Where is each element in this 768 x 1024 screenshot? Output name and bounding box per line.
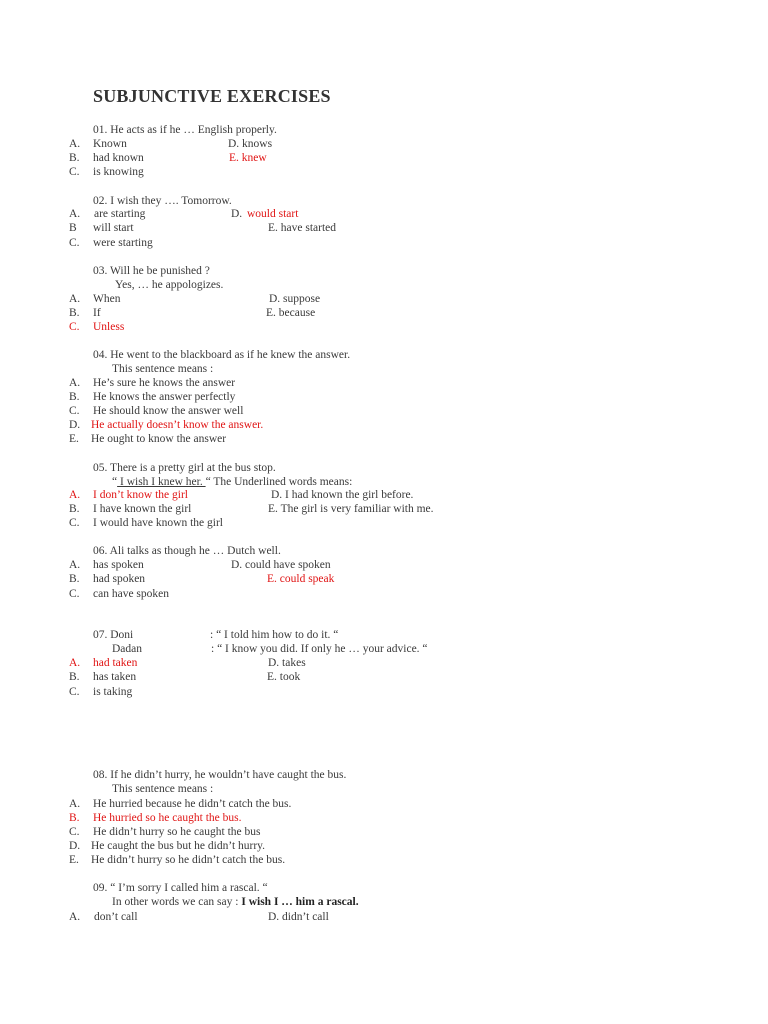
q5-option-d: D. I had known the girl before. xyxy=(271,489,414,501)
q8-option-a: He hurried because he didn’t catch the bus. xyxy=(93,798,292,810)
option-label-a: A. xyxy=(69,559,81,571)
option-label-e: E. xyxy=(69,433,79,445)
q7-line-1: : “ I told him how to do it. “ xyxy=(210,629,339,641)
q4-option-a: He’s sure he knows the answer xyxy=(93,377,236,389)
q6-option-a: has spoken xyxy=(93,559,144,571)
q6-option-d: D. could have spoken xyxy=(231,559,331,571)
question-4-line2: This sentence means : xyxy=(112,363,214,375)
q1-option-b: had known xyxy=(93,152,144,164)
option-label-b: B. xyxy=(69,812,80,824)
quote-open: “ xyxy=(112,476,118,488)
question-2: 02. I wish they …. Tomorrow. xyxy=(93,195,232,207)
option-label-a: A. xyxy=(69,489,81,501)
q2-option-e: E. have started xyxy=(268,222,337,234)
q3-option-c-answer: Unless xyxy=(93,321,125,333)
option-label-a: A. xyxy=(69,377,81,389)
question-6: 06. Ali talks as though he … Dutch well. xyxy=(93,545,281,557)
question-3-line2: Yes, … he appologizes. xyxy=(115,279,224,291)
option-label-b: B. xyxy=(69,503,80,515)
q5-option-c: I would have known the girl xyxy=(93,517,223,529)
q7-option-d: D. takes xyxy=(268,657,306,669)
q4-option-c: He should know the answer well xyxy=(93,405,244,417)
q6-option-b: had spoken xyxy=(93,573,146,585)
q8-option-b-answer: He hurried so he caught the bus. xyxy=(93,812,242,824)
q7-option-e: E. took xyxy=(267,671,301,683)
option-label-d: D. xyxy=(69,419,81,431)
option-label-c: C. xyxy=(69,517,80,529)
question-3: 03. Will he be punished ? xyxy=(93,265,210,277)
page-title: SUBJUNCTIVE EXERCISES xyxy=(93,86,331,106)
q6-option-e-answer: E. could speak xyxy=(267,573,335,585)
option-label-c: C. xyxy=(69,237,80,249)
q8-option-d: He caught the bus but he didn’t hurry. xyxy=(91,840,266,852)
option-label-b: B. xyxy=(69,671,80,683)
q5-option-b: I have known the girl xyxy=(93,503,192,515)
option-label-a: A. xyxy=(69,293,81,305)
option-label-c: C. xyxy=(69,826,80,838)
q2-option-d-answer: would start xyxy=(247,208,299,220)
q7-option-c: is taking xyxy=(93,686,133,698)
q1-option-d: D. knows xyxy=(228,138,273,150)
question-8: 08. If he didn’t hurry, he wouldn’t have caught the bus. xyxy=(93,769,347,781)
question-4: 04. He went to the blackboard as if he knew the answer. xyxy=(93,349,351,361)
question-9-line2 xyxy=(112,895,359,909)
option-label-b: B. xyxy=(69,307,80,319)
q4-option-b: He knows the answer perfectly xyxy=(93,391,236,403)
option-label-a: A. xyxy=(69,657,81,669)
option-label-c: C. xyxy=(69,405,80,417)
q1-option-c: is knowing xyxy=(93,166,144,178)
q1-option-e-answer: E. knew xyxy=(229,152,267,164)
q7-option-b: has taken xyxy=(93,671,137,683)
question-5-quote xyxy=(112,475,352,489)
option-label-c: C. xyxy=(69,166,80,178)
q7-line-2: : “ I know you did. If only he … your advice. “ xyxy=(211,643,428,655)
option-label-e: E. xyxy=(69,854,79,866)
q2-option-c: were starting xyxy=(93,237,153,249)
option-label-d: D. xyxy=(69,840,81,852)
quote-rest: “ The Underlined words means: xyxy=(205,476,353,488)
q2-option-a: are starting xyxy=(94,208,146,220)
q3-option-a: When xyxy=(93,293,121,305)
q9-option-a: don’t call xyxy=(94,911,138,923)
q7-speaker-2: Dadan xyxy=(112,643,143,655)
q5-option-a-answer: I don’t know the girl xyxy=(93,489,188,501)
question-9-sentence: I wish I … him a rascal. xyxy=(241,896,359,908)
option-label-c: C. xyxy=(69,588,80,600)
question-9-prompt: In other words we can say : xyxy=(112,896,239,908)
q7-option-a-answer: had taken xyxy=(93,657,138,669)
q4-option-e: He ought to know the answer xyxy=(91,433,227,445)
option-label-a: A. xyxy=(69,798,81,810)
q3-option-e: E. because xyxy=(266,307,316,319)
question-5: 05. There is a pretty girl at the bus stop. xyxy=(93,462,276,474)
option-label-b: B xyxy=(69,222,77,234)
q9-option-d: D. didn’t call xyxy=(268,911,329,923)
q2-option-d-label: D. xyxy=(231,208,243,220)
question-8-line2: This sentence means : xyxy=(112,783,214,795)
q3-option-d: D. suppose xyxy=(269,293,321,305)
q8-option-e: He didn’t hurry so he didn’t catch the bus. xyxy=(91,854,286,866)
option-label-b: B. xyxy=(69,152,80,164)
option-label-b: B. xyxy=(69,573,80,585)
option-label-c: C. xyxy=(69,321,80,333)
option-label-b: B. xyxy=(69,391,80,403)
q2-option-b: will start xyxy=(93,222,134,234)
q3-option-b: If xyxy=(93,307,101,319)
option-label-c: C. xyxy=(69,686,80,698)
q7-speaker-1: 07. Doni xyxy=(93,629,134,641)
option-label-a: A. xyxy=(69,911,81,923)
q8-option-c: He didn’t hurry so he caught the bus xyxy=(93,826,261,838)
option-label-a: A. xyxy=(69,208,81,220)
q6-option-c: can have spoken xyxy=(93,588,169,600)
option-label-a: A. xyxy=(69,138,81,150)
underlined-words: I wish I knew her. xyxy=(117,476,206,488)
q4-option-d-answer: He actually doesn’t know the answer. xyxy=(91,419,264,431)
question-9: 09. “ I’m sorry I called him a rascal. “ xyxy=(93,882,268,894)
question-1: 01. He acts as if he … English properly. xyxy=(93,124,277,136)
q5-option-e: E. The girl is very familiar with me. xyxy=(268,503,434,515)
q1-option-a: Known xyxy=(93,138,127,150)
